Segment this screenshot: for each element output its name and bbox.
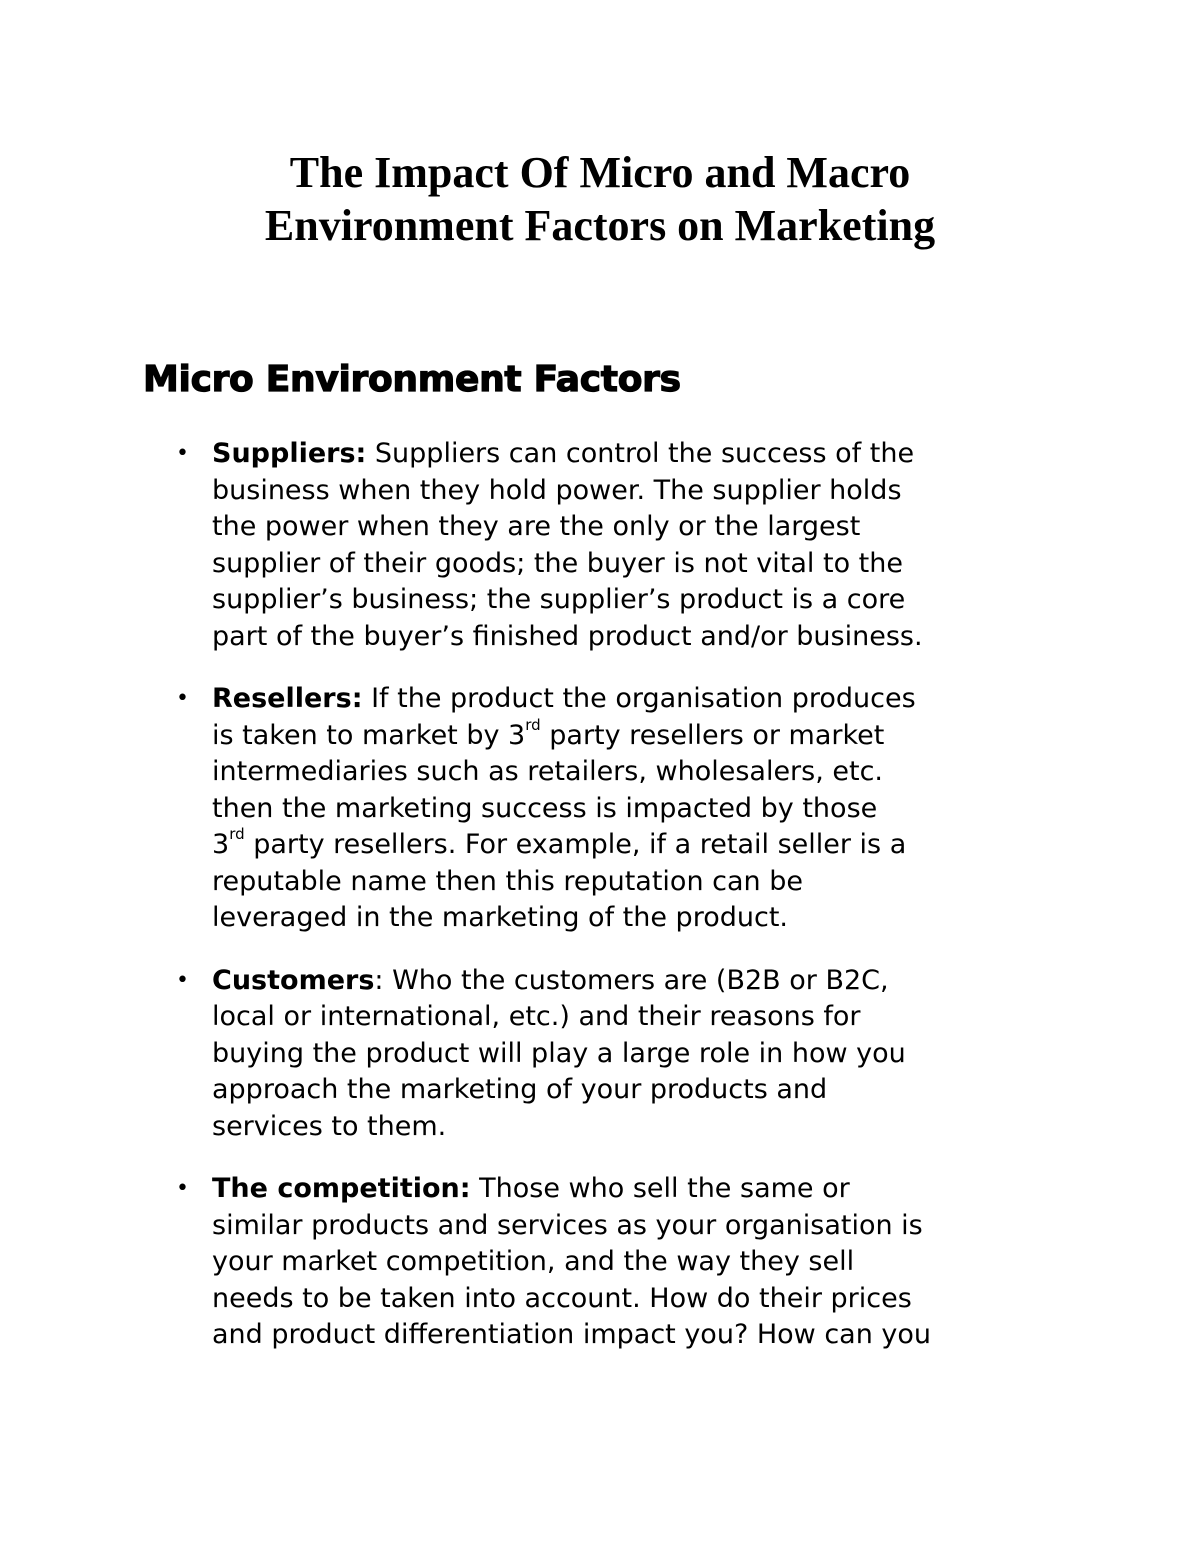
text-line: intermediaries such as retailers, wholesalers, etc. bbox=[212, 756, 884, 787]
item-text: 3 bbox=[212, 829, 230, 860]
text-line: business when they hold power. The supplier holds bbox=[212, 474, 902, 506]
title-line: Environment Factors on Marketing bbox=[264, 201, 936, 250]
text-line: then the marketing success is impacted by those bbox=[212, 792, 878, 824]
text-line: approach the marketing of your products and bbox=[212, 1074, 828, 1105]
text-line bbox=[212, 436, 1072, 473]
bullet-icon: • bbox=[176, 686, 189, 711]
item-text: party resellers or market bbox=[540, 719, 885, 751]
item-text: : Who the customers are (B2B or B2C, bbox=[374, 964, 889, 996]
item-label: Resellers: bbox=[212, 683, 363, 714]
text-line: buying the product will play a large role in how you bbox=[212, 1037, 906, 1069]
list-item-customers bbox=[0, 963, 1072, 1146]
text-line: leveraged in the marketing of the product. bbox=[212, 902, 788, 933]
item-text: party resellers. For example, if a retail seller is a bbox=[244, 829, 907, 860]
text-line: needs to be taken into account. How do their prices bbox=[212, 1282, 912, 1314]
text-line bbox=[212, 963, 1072, 1000]
text-line: supplier’s business; the supplier’s product is a core bbox=[212, 584, 906, 615]
text-line bbox=[212, 827, 1072, 864]
list-item-suppliers bbox=[0, 436, 1072, 655]
item-label: The competition: bbox=[212, 1173, 471, 1204]
list-item-competition bbox=[0, 1171, 1072, 1354]
text-line bbox=[212, 715, 1072, 755]
item-text: is taken to market by 3 bbox=[212, 719, 526, 751]
text-line: your market competition, and the way they sell bbox=[212, 1246, 855, 1277]
document-title bbox=[0, 146, 1200, 252]
title-line: The Impact Of Micro and Macro bbox=[289, 148, 911, 197]
bullet-icon: • bbox=[176, 441, 189, 466]
section-heading: Micro Environment Factors bbox=[143, 359, 681, 400]
text-line bbox=[212, 1171, 1072, 1208]
text-line: part of the buyer’s finished product and/or business. bbox=[212, 620, 923, 652]
text-line: the power when they are the only or the largest bbox=[212, 511, 861, 542]
item-text: If the product the organisation produces bbox=[362, 683, 916, 714]
ordinal-superscript: rd bbox=[525, 715, 541, 734]
bullet-icon: • bbox=[176, 1176, 189, 1201]
text-line: supplier of their goods; the buyer is not vital to the bbox=[212, 547, 903, 579]
item-text: Those who sell the same or bbox=[470, 1173, 850, 1204]
text-line: and product differentiation impact you? How can you bbox=[212, 1319, 932, 1350]
text-line bbox=[212, 681, 1072, 718]
item-label: Customers bbox=[212, 964, 375, 996]
item-label: Suppliers: bbox=[212, 438, 367, 469]
bullet-icon: • bbox=[176, 967, 189, 993]
text-line: local or international, etc.) and their reasons for bbox=[212, 1001, 861, 1032]
factor-list bbox=[0, 436, 1200, 1380]
text-line: reputable name then this reputation can be bbox=[212, 865, 803, 897]
list-item-resellers bbox=[0, 681, 1072, 937]
text-line: similar products and services as your organisation is bbox=[212, 1209, 923, 1241]
item-text: Suppliers can control the success of the bbox=[366, 438, 915, 469]
ordinal-superscript: rd bbox=[229, 825, 245, 843]
text-line: services to them. bbox=[212, 1110, 447, 1142]
